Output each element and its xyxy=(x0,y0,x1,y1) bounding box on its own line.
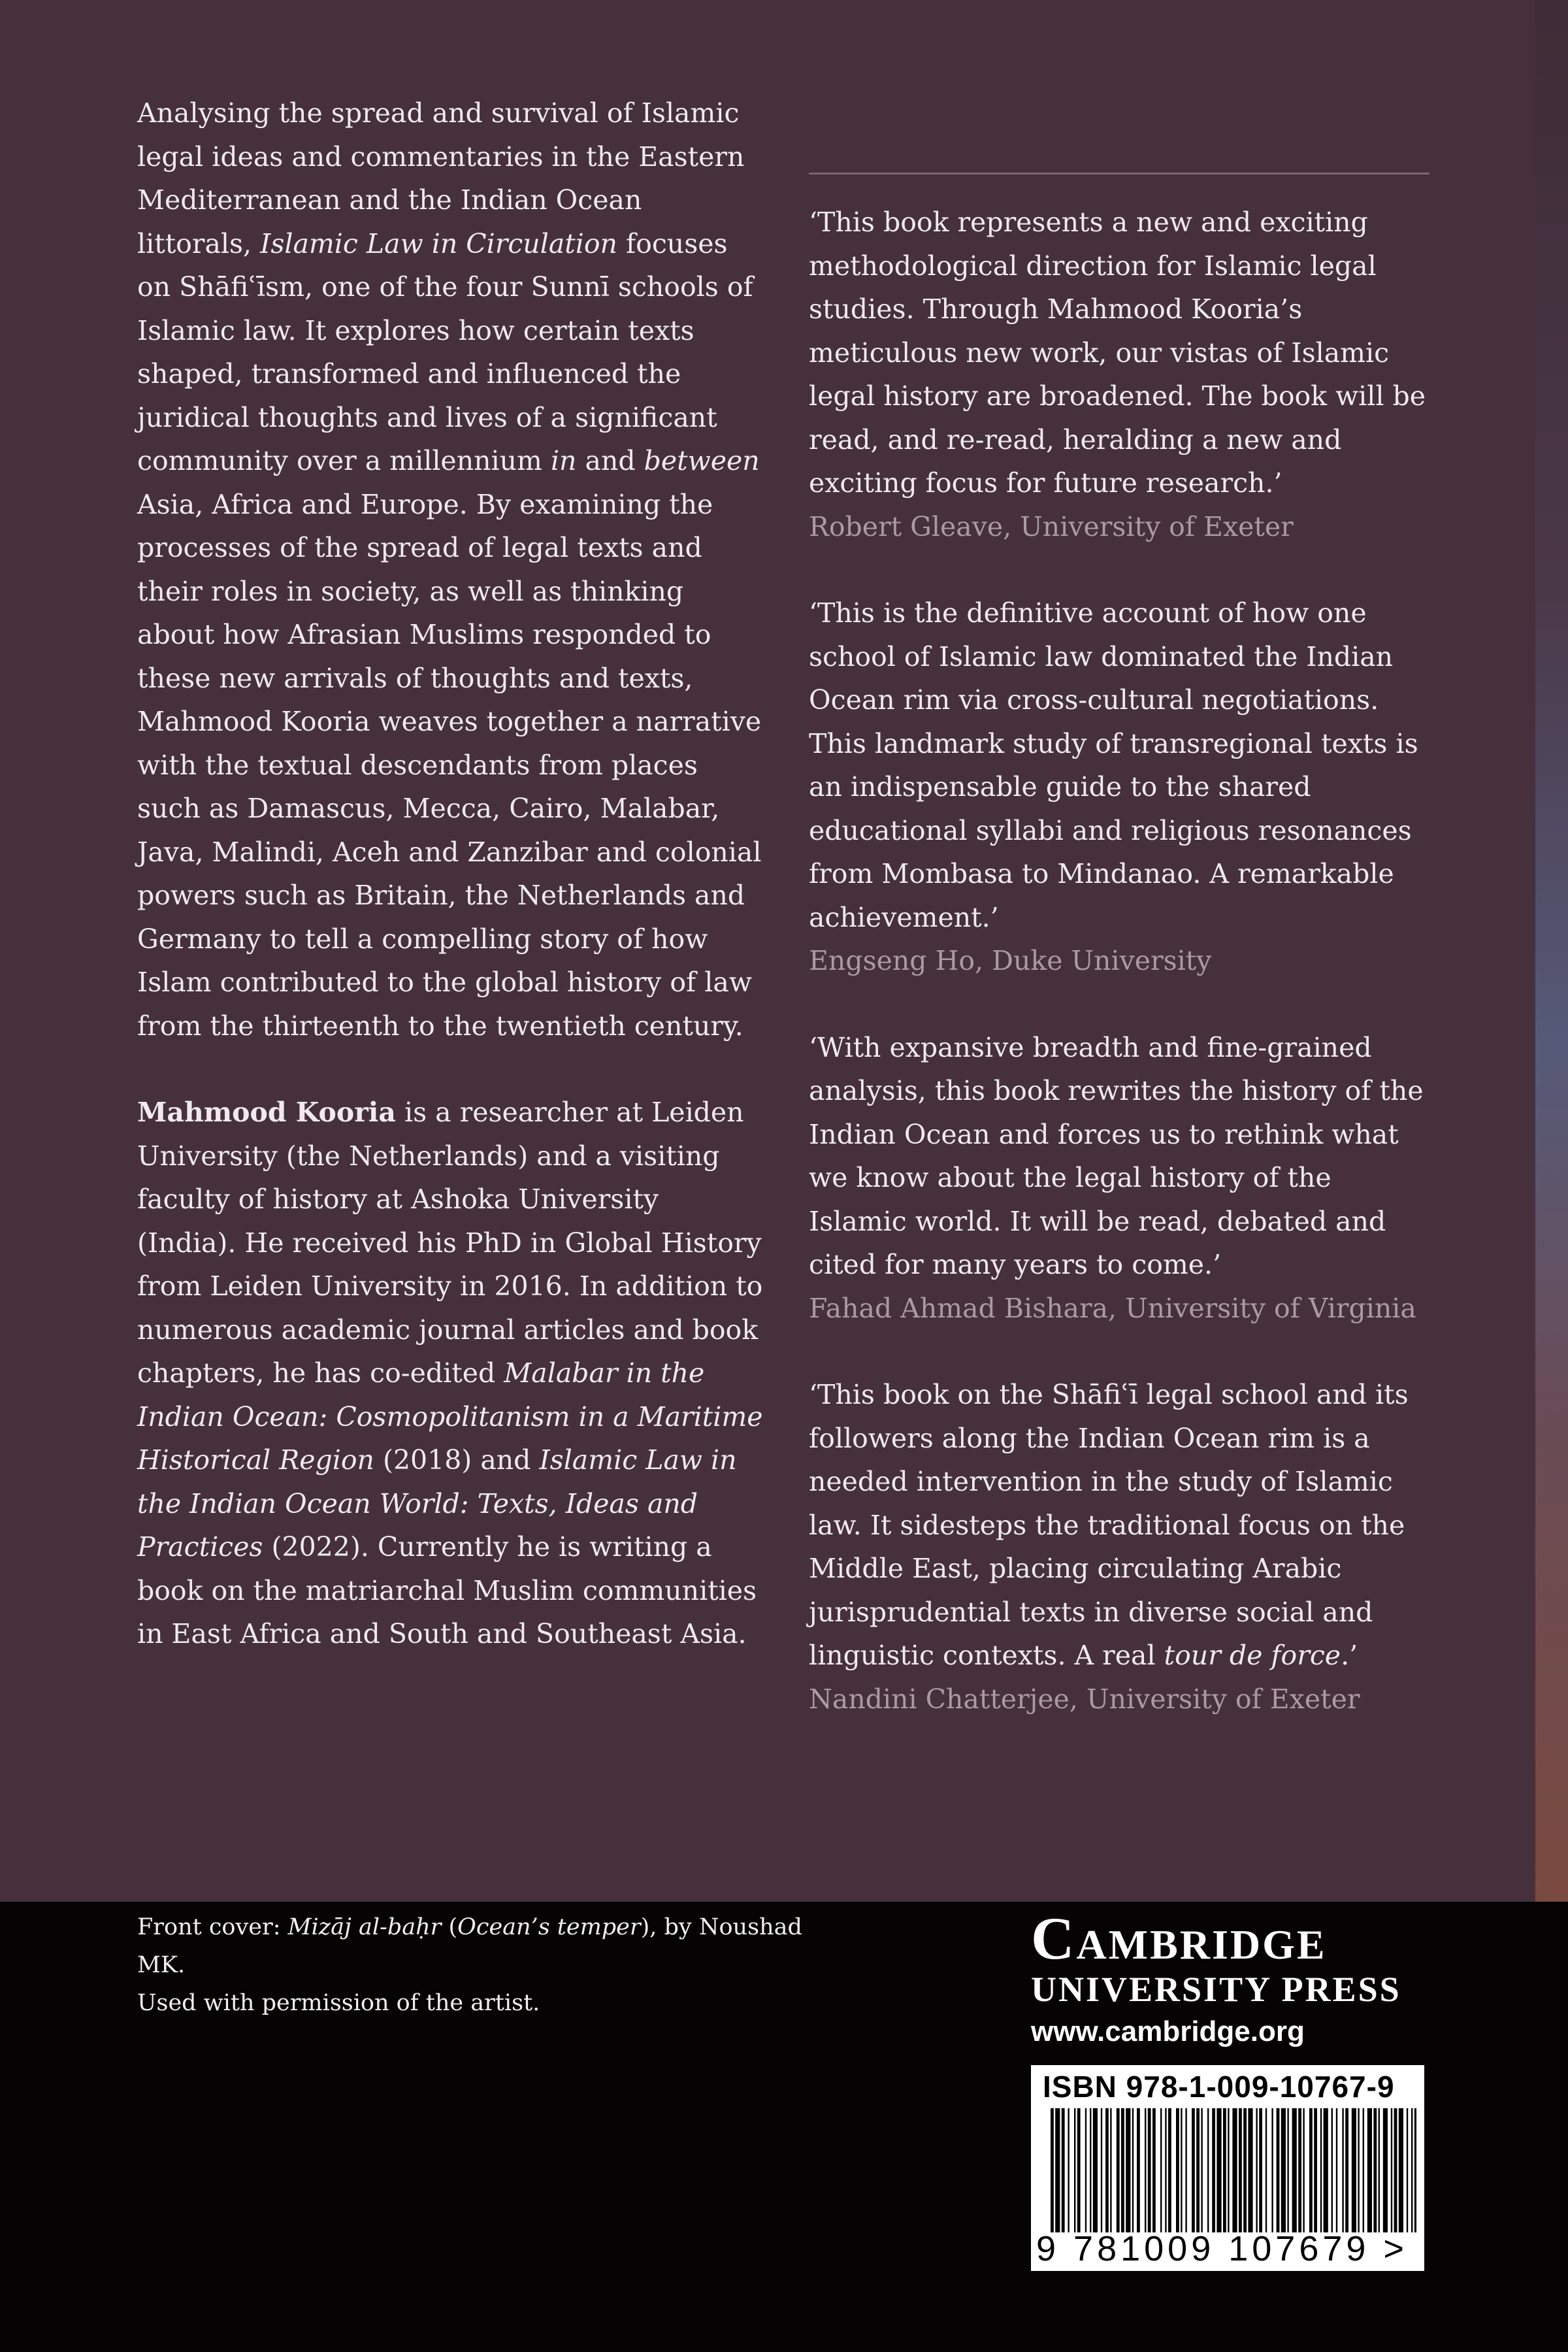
barcode-bar xyxy=(1271,2108,1273,2232)
endorsement-text: ‘This book on the Shāfiʿī legal school and its followers along the Indian Ocean rim is a needed intervention in the study of Islamic law. It sidesteps the traditional focus on the Middle East, placing circulating Arabic jurisprudential texts in diverse social and linguistic contexts. A real tour de force.’ xyxy=(809,1379,1409,1671)
endorsement xyxy=(809,201,1429,548)
barcode-bar xyxy=(1181,2108,1182,2232)
cover-credit: Front cover: Mizāj al-baḥr (Ocean’s temper), by Noushad MK. Used with permission of the artist. xyxy=(137,1914,802,2016)
barcode-bar xyxy=(1228,2108,1229,2232)
barcode-bar xyxy=(1287,2108,1288,2232)
barcode-bar xyxy=(1093,2108,1098,2232)
barcode-bar xyxy=(1292,2108,1297,2232)
barcode-bar xyxy=(1196,2108,1200,2232)
barcode-bar xyxy=(1077,2108,1081,2232)
barcode-bar xyxy=(1110,2108,1111,2232)
barcode-bar xyxy=(1324,2108,1328,2232)
barcode-bar xyxy=(1148,2108,1151,2232)
barcode-bar xyxy=(1407,2108,1408,2232)
barcode-bar xyxy=(1145,2108,1146,2232)
barcode-bar xyxy=(1132,2108,1134,2232)
barcode-bar xyxy=(1243,2108,1247,2232)
barcode-bar xyxy=(1201,2108,1202,2232)
barcode-bar xyxy=(1281,2108,1286,2232)
barcode-bar xyxy=(1074,2108,1075,2232)
endorsement xyxy=(809,591,1429,983)
barcode-bar xyxy=(1176,2108,1179,2232)
isbn-label: ISBN 978-1-009-10767-9 xyxy=(1043,2070,1395,2104)
endorsement-text: ‘This is the definitive account of how one school of Islamic law dominated the Indian Ocean rim via cross-cultural negotiations. This landmark study of transregional texts is an indispensable guide to the shared educational syllabi and religious resonances from Mombasa to Mindanao. A remarkable achievement.’ xyxy=(809,597,1418,933)
barcode-bar xyxy=(1168,2108,1171,2232)
barcode-bar xyxy=(1207,2108,1209,2232)
barcode-bar xyxy=(1192,2108,1195,2232)
cover-art-edge xyxy=(1535,0,1568,1902)
isbn-barcode xyxy=(1031,2065,1424,2271)
barcode-bar xyxy=(1212,2108,1215,2232)
barcode-bar xyxy=(1358,2108,1359,2232)
endorsements-column xyxy=(809,173,1429,1764)
endorsement-text: ‘With expansive breadth and fine-grained analysis, this book rewrites the history of the Indian Ocean and forces us to rethink what we know about the legal history of the Islamic world. It will be read, debated and cited for many years to come.’ xyxy=(809,1031,1424,1280)
barcode-bar xyxy=(1363,2108,1364,2232)
barcode-bar xyxy=(1185,2108,1186,2232)
barcode-bar xyxy=(1062,2108,1065,2232)
barcode-bar xyxy=(1051,2108,1054,2232)
barcode-bar xyxy=(1055,2108,1060,2232)
barcode-bar xyxy=(1309,2108,1313,2232)
barcode-bar xyxy=(1399,2108,1403,2232)
barcode-bar xyxy=(1121,2108,1124,2232)
barcode-bar xyxy=(1391,2108,1392,2232)
barcode-bar xyxy=(1367,2108,1372,2232)
barcode-bar xyxy=(1373,2108,1377,2232)
author-name: Mahmood Kooria xyxy=(137,1097,396,1128)
endorsement xyxy=(809,1373,1429,1721)
barcode-bar xyxy=(1266,2108,1267,2232)
back-cover-left-column xyxy=(137,91,764,1699)
publisher-logo xyxy=(1031,1907,1423,2055)
barcode-bar xyxy=(1126,2108,1130,2232)
publisher-url: www.cambridge.org xyxy=(1031,2015,1305,2047)
barcode-bar xyxy=(1331,2108,1333,2232)
endorsement-attribution: Robert Gleave, University of Exeter xyxy=(809,510,1294,542)
barcode-bar xyxy=(1411,2108,1413,2232)
barcode-bar xyxy=(1298,2108,1301,2232)
barcode-bar xyxy=(1345,2108,1348,2232)
barcode-bar xyxy=(1320,2108,1322,2232)
barcode-bar xyxy=(1277,2108,1280,2232)
barcode-number: 9 781009 107679 > xyxy=(1036,2229,1408,2268)
barcode-bar xyxy=(1303,2108,1304,2232)
publisher-subtitle: UNIVERSITY PRESS xyxy=(1031,1970,1401,2009)
barcode-bar xyxy=(1256,2108,1257,2232)
barcode-bar xyxy=(1117,2108,1120,2232)
author-bio: Mahmood Kooria is a researcher at Leiden University (the Netherlands) and a visiting faculty of history at Ashoka University (India). He received his PhD in Global History from Leiden University in 2016. In addition to numerous academic journal articles and book chapters, he has co-edited Malabar in the Indian Ocean: Cosmopolitanism in a Maritime Historical Region (2018) and Islamic Law in the Indian Ocean World: Texts, Ideas and Practices (2022). Currently he is writing a book on the matriarchal Muslim communities in East Africa and South and Southeast Asia. xyxy=(137,1097,763,1649)
barcode-bar xyxy=(1160,2108,1162,2232)
barcode-bar xyxy=(1383,2108,1388,2232)
barcode-bar xyxy=(1248,2108,1252,2232)
barcode-bar xyxy=(1394,2108,1397,2232)
barcode-bar xyxy=(1314,2108,1317,2232)
barcode-bar xyxy=(1352,2108,1356,2232)
endorsement-attribution: Engseng Ho, Duke University xyxy=(809,945,1212,976)
barcode-bars xyxy=(1051,2108,1416,2232)
barcode-bar xyxy=(1239,2108,1242,2232)
book-description: Analysing the spread and survival of Islamic legal ideas and commentaries in the Eastern Mediterranean and the Indian Ocean littorals, Islamic Law in Circulation focuses on Shāfiʿīsm, one of the four Sunnī schools of Islamic law. It explores how certain texts shaped, transformed and influenced the juridical thoughts and lives of a significant community over a millennium in and between Asia, Africa and Europe. By examining the processes of the spread of legal texts and their roles in society, as well as thinking about how Afrasian Muslims responded to these new arrivals of thoughts and texts, Mahmood Kooria weaves together a narrative with the textual descendants from places such as Damascus, Mecca, Cairo, Malabar, Java, Malindi, Aceh and Zanzibar and colonial powers such as Britain, the Netherlands and Germany to tell a compelling story of how Islam contributed to the global history of law from the thirteenth to the twentieth century. xyxy=(137,97,762,1042)
barcode-bar xyxy=(1085,2108,1086,2232)
endorsement-attribution: Nandini Chatterjee, University of Exeter xyxy=(809,1683,1360,1715)
endorsement-text: ‘This book represents a new and exciting methodological direction for Islamic legal studies. Through Mahmood Kooria’s meticulous new work, our vistas of Islamic legal history are broadened. The book will be read, and re-read, heralding a new and exciting focus for future research.’ xyxy=(809,207,1426,499)
endorsement xyxy=(809,1026,1429,1331)
publisher-name: Cambridge xyxy=(1031,1905,1327,1972)
barcode-bar xyxy=(1101,2108,1102,2232)
barcode-bar xyxy=(1259,2108,1262,2232)
barcode-bar xyxy=(1223,2108,1226,2232)
barcode-bar xyxy=(1152,2108,1156,2232)
barcode-bar xyxy=(1379,2108,1380,2232)
barcode-bar xyxy=(1336,2108,1337,2232)
barcode-bar xyxy=(1105,2108,1109,2232)
barcode-bar xyxy=(1342,2108,1343,2232)
endorsement-attribution: Fahad Ahmad Bishara, University of Virginia xyxy=(809,1292,1416,1324)
barcode-bar xyxy=(1232,2108,1237,2232)
barcode-bar xyxy=(1090,2108,1091,2232)
barcode-bar xyxy=(1217,2108,1221,2232)
barcode-bar xyxy=(1137,2108,1140,2232)
barcode-bar xyxy=(1414,2108,1416,2232)
barcode-bar xyxy=(1068,2108,1069,2232)
barcode-bar xyxy=(1165,2108,1166,2232)
